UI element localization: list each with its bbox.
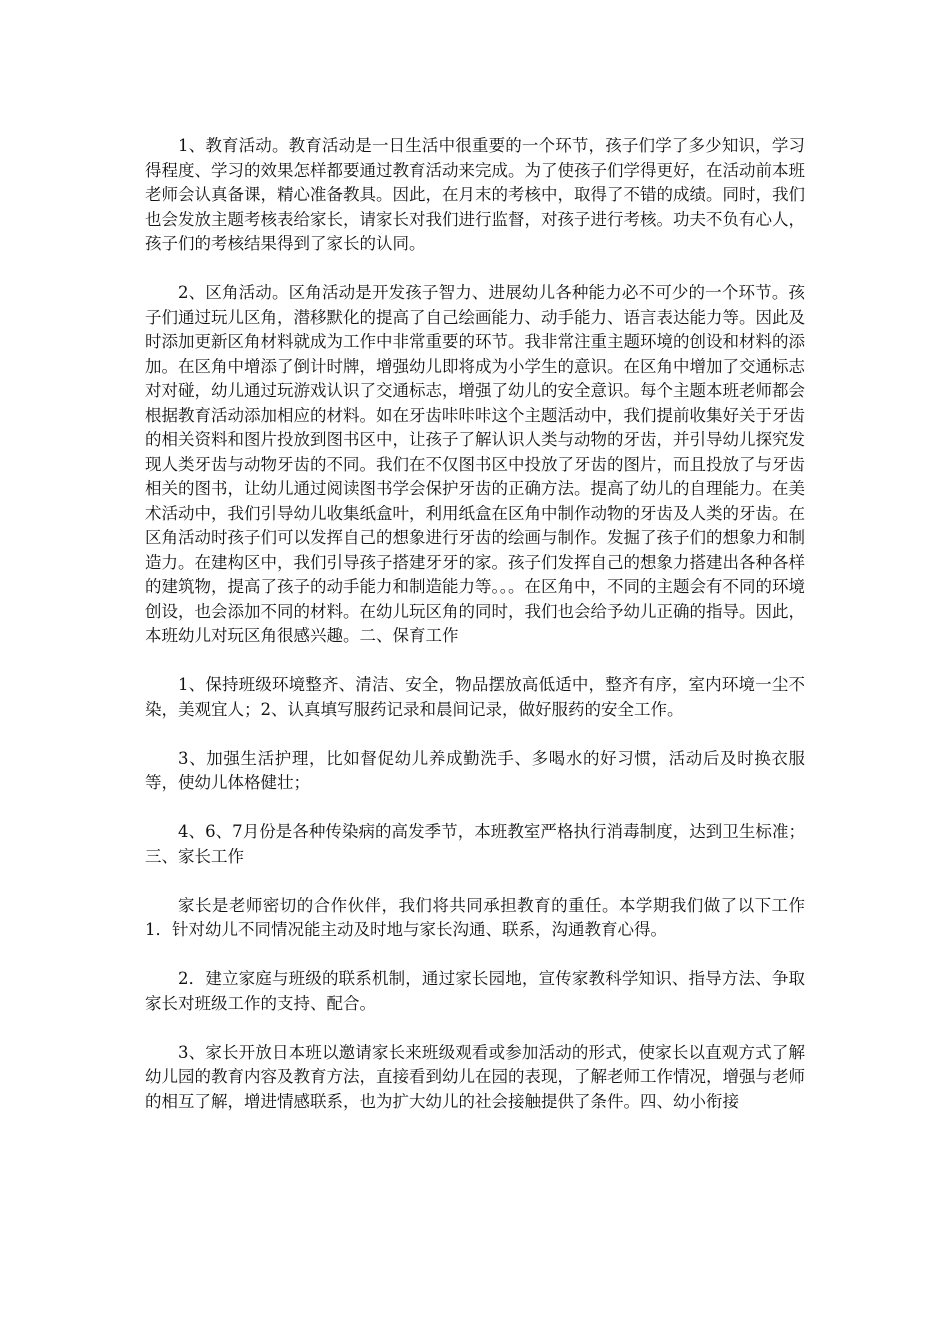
document-page — [145, 134, 805, 1139]
paragraph-open-day: 3、家长开放日本班以邀请家长来班级观看或参加活动的形式，使家长以直观方式了解幼儿园的教育内容及教育方法，直接看到幼儿在园的表现，了解老师工作情况，增强与老师的相互了解，增进情感联系，也为扩大幼儿的社会接触提供了条件。四、幼小衔接 — [145, 1042, 805, 1111]
paragraph-corner-activities: 2、区角活动。区角活动是开发孩子智力、进展幼儿各种能力必不可少的一个环节。孩子们通过玩儿区角，潜移默化的提高了自己绘画能力、动手能力、语言表达能力等。因此及时添加更新区角材料就成为工作中非常重要的环节。我非常注重主题环境的创设和材料的添加。在区角中增添了倒计时牌，增强幼儿即将成为小学生的意识。在区角中增加了交通标志对对碰，幼儿通过玩游戏认识了交通标志，增强了幼儿的安全意识。每个主题本班老师都会根据教育活动添加相应的材料。如在牙齿咔咔咔这个主题活动中，我们提前收集好关于牙齿的相关资料和图片投放到图书区中，让孩子了解认识人类与动物的牙齿，并引导幼儿探究发现人类牙齿与动物牙齿的不同。我们在不仅图书区中投放了牙齿的图片，而且投放了与牙齿相关的图书，让幼儿通过阅读图书学会保护牙齿的正确方法。提高了幼儿的自理能力。在美术活动中，我们引导幼儿收集纸盒叶，利用纸盒在区角中制作动物的牙齿及人类的牙齿。在区角活动时孩子们可以发挥自己的想象进行牙齿的绘画与制作。发掘了孩子们的想象力和制造力。在建构区中，我们引导孩子搭建牙牙的家。孩子们发挥自己的想象力搭建出各种各样的建筑物，提高了孩子的动手能力和制造能力等。。。在区角中，不同的主题会有不同的环境创设，也会添加不同的材料。在幼儿玩区角的同时，我们也会给予幼儿正确的指导。因此，本班幼儿对玩区角很感兴趣。二、保育工作 — [145, 283, 805, 645]
paragraph-disinfection: 4、6、7月份是各种传染病的高发季节，本班教室严格执行消毒制度，达到卫生标准；三、家长工作 — [145, 822, 805, 866]
paragraph-life-care: 3、加强生活护理，比如督促幼儿养成勤洗手、多喝水的好习惯，活动后及时换衣服等，使幼儿体格健壮； — [145, 748, 805, 792]
paragraph-classroom-environment: 1、保持班级环境整齐、清洁、安全，物品摆放高低适中，整齐有序，室内环境一尘不染，美观宜人；2、认真填写服药记录和晨间记录，做好服药的安全工作。 — [145, 675, 805, 719]
paragraph-education-activities: 1、教育活动。教育活动是一日生活中很重要的一个环节，孩子们学了多少知识，学习得程度、学习的效果怎样都要通过教育活动来完成。为了使孩子们学得更好，在活动前本班老师会认真备课，精心准备教具。因此，在月末的考核中，取得了不错的成绩。同时，我们也会发放主题考核表给家长，请家长对我们进行监督，对孩子进行考核。功夫不负有心人，孩子们的考核结果得到了家长的认同。 — [145, 136, 805, 253]
paragraph-home-school-link: 2．建立家庭与班级的联系机制，通过家长园地，宣传家教科学知识、指导方法、争取家长对班级工作的支持、配合。 — [145, 969, 805, 1013]
paragraph-parents-partners: 家长是老师密切的合作伙伴，我们将共同承担教育的重任。本学期我们做了以下工作1．针对幼儿不同情况能主动及时地与家长沟通、联系，沟通教育心得。 — [145, 895, 805, 939]
